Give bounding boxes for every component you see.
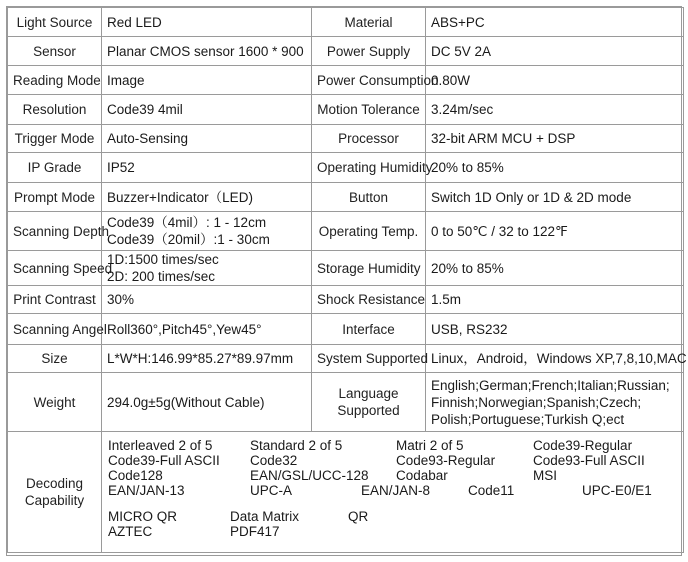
spec-row — [8, 251, 684, 286]
decoding-label — [8, 432, 102, 553]
spec-label — [8, 212, 110, 251]
symbology-item: EAN/JAN-13 — [108, 483, 185, 498]
symbology-item: Codabar — [396, 468, 448, 483]
spec-label-text: Size — [41, 351, 68, 366]
symbology-item: UPC-A — [250, 483, 293, 498]
spec-label-text: Language — [338, 386, 399, 401]
spec-value-line: 20% to 85% — [431, 160, 504, 175]
spec-row — [8, 286, 684, 314]
spec-label — [8, 286, 102, 314]
spec-label — [312, 212, 426, 251]
spec-value-line: Auto-Sensing — [107, 131, 189, 146]
symbology-item: MSI — [533, 468, 558, 483]
spec-label — [312, 153, 433, 183]
symbology-item: Data Matrix — [230, 509, 300, 524]
spec-value-line: Planar CMOS sensor 1600 * 900 — [107, 43, 304, 59]
spec-label-text: System Supported — [317, 351, 429, 366]
decoding-row — [8, 432, 684, 553]
spec-label-text: Processor — [338, 131, 399, 146]
spec-value-line: 32-bit ARM MCU + DSP — [431, 131, 576, 146]
spec-label — [8, 37, 102, 66]
spec-value — [426, 153, 684, 183]
spec-value-line: 2D: 200 times/sec — [107, 269, 216, 284]
spec-label-text: Power Supply — [326, 43, 411, 59]
spec-label — [312, 286, 426, 314]
spec-value-line: 1.5m — [431, 292, 462, 307]
symbology-item: Code93-Regular — [396, 453, 496, 468]
spec-value — [102, 153, 312, 183]
spec-value — [102, 183, 312, 212]
spec-value — [102, 125, 312, 153]
spec-value-line: IP52 — [107, 160, 135, 175]
spec-label-text: Reading Mode — [13, 72, 101, 88]
spec-value-line: 1D:1500 times/sec — [107, 252, 219, 267]
spec-value — [426, 345, 687, 373]
spec-label-text: Scanning Depth — [13, 223, 110, 239]
spec-label — [8, 345, 102, 373]
symbology-item: Standard 2 of 5 — [250, 438, 343, 453]
spec-value — [102, 212, 312, 251]
spec-value — [102, 95, 312, 125]
symbology-item: Interleaved 2 of 5 — [108, 438, 213, 453]
spec-label-text: Supported — [337, 403, 400, 418]
symbology-item: Code128 — [108, 468, 163, 483]
spec-label — [312, 37, 426, 66]
spec-value-line: Code39 4mil — [107, 102, 183, 117]
spec-value-line: Image — [107, 72, 145, 88]
spec-label — [312, 345, 429, 373]
spec-label — [312, 251, 426, 286]
decoding-codes — [102, 432, 684, 553]
decoding-label-text: Capability — [24, 493, 85, 508]
spec-label-text: Motion Tolerance — [317, 102, 420, 117]
symbology-item: AZTEC — [108, 524, 153, 539]
spec-value-line: English;German;French;Italian;Russian; — [431, 377, 670, 393]
spec-value — [426, 212, 684, 251]
spec-value-line: Red LED — [107, 14, 162, 30]
spec-value — [102, 8, 312, 37]
spec-label — [312, 8, 426, 37]
spec-value — [426, 66, 684, 95]
spec-value-line: 294.0g±5g(Without Cable) — [107, 394, 265, 410]
symbology-item: Code93-Full ASCII — [533, 453, 645, 468]
symbology-item: PDF417 — [230, 524, 280, 539]
spec-label-text: Weight — [33, 394, 76, 410]
spec-label — [8, 373, 102, 432]
spec-value-line: Finnish;Norwegian;Spanish;Czech; — [431, 394, 642, 410]
spec-label-text: Operating Temp. — [318, 223, 419, 239]
symbology-item: Code11 — [468, 483, 515, 498]
spec-value — [426, 95, 684, 125]
spec-row — [8, 183, 684, 212]
spec-value-line: USB, RS232 — [431, 321, 508, 337]
spec-label-text: Sensor — [33, 43, 76, 59]
spec-label — [312, 66, 439, 95]
spec-label — [312, 314, 426, 345]
spec-value — [426, 183, 684, 212]
spec-value-line: Code39（20mil）:1 - 30cm — [107, 232, 270, 247]
spec-label-text: Operating Humidity — [317, 160, 433, 175]
spec-value-line: 0.80W — [431, 72, 471, 88]
spec-row — [8, 66, 684, 95]
spec-label — [312, 95, 426, 125]
spec-label-text: Button — [348, 189, 389, 205]
spec-row — [8, 95, 684, 125]
spec-label — [8, 125, 102, 153]
spec-row — [8, 345, 684, 373]
symbology-item: Matri 2 of 5 — [396, 438, 464, 453]
spec-label-text: Light Source — [16, 14, 93, 30]
spec-value — [102, 286, 312, 314]
spec-label-text: Power Consumption — [317, 72, 439, 88]
spec-label-text: Material — [344, 14, 393, 30]
spec-value-line: ABS+PC — [431, 14, 485, 30]
spec-value — [426, 251, 684, 286]
spec-label — [8, 8, 102, 37]
spec-value-line: Polish;Portuguese;Turkish Q;ect — [431, 411, 625, 427]
spec-value — [102, 345, 312, 373]
spec-label — [8, 95, 102, 125]
spec-label-text: Resolution — [22, 102, 87, 117]
spec-label-text: Scanning Angel — [13, 321, 107, 337]
spec-value-line: L*W*H:146.99*85.27*89.97mm — [107, 351, 294, 366]
spec-label-text: Interface — [342, 321, 395, 337]
spec-label — [8, 314, 107, 345]
spec-value-line: Buzzer+Indicator（LED) — [107, 189, 253, 205]
symbology-item: Code39-Full ASCII — [108, 453, 220, 468]
spec-label-text: IP Grade — [27, 160, 82, 175]
spec-row — [8, 314, 684, 345]
spec-sheet — [6, 6, 687, 556]
spec-table — [7, 7, 687, 553]
spec-label-text: Print Contrast — [13, 292, 96, 307]
spec-label-text: Prompt Mode — [13, 189, 96, 205]
spec-label — [8, 153, 102, 183]
spec-value — [426, 125, 684, 153]
spec-value-line: Roll360°,Pitch45°,Yew45° — [107, 321, 262, 337]
spec-value — [102, 251, 312, 286]
spec-label — [8, 66, 102, 95]
symbology-item: UPC-E0/E1 — [582, 483, 652, 498]
spec-label — [8, 183, 102, 212]
spec-value-line: 20% to 85% — [431, 260, 504, 276]
spec-value-line: Linux，Android，Windows XP,7,8,10,MAC — [431, 351, 687, 366]
symbology-item: EAN/GSL/UCC-128 — [250, 468, 369, 483]
spec-value — [102, 314, 312, 345]
symbology-item: QR — [348, 509, 369, 524]
symbology-item: MICRO QR — [108, 509, 177, 524]
spec-row — [8, 373, 684, 432]
spec-value — [426, 373, 684, 432]
spec-label — [312, 183, 426, 212]
spec-value — [426, 37, 684, 66]
spec-value-line: 3.24m/sec — [431, 102, 494, 117]
spec-value-line: 0 to 50℃ / 32 to 122℉ — [431, 223, 568, 239]
spec-row — [8, 8, 684, 37]
spec-value-line: DC 5V 2A — [431, 43, 492, 59]
spec-value-line: Code39（4mil）: 1 - 12cm — [107, 215, 267, 230]
spec-row — [8, 212, 684, 251]
spec-value — [426, 314, 684, 345]
spec-value — [102, 37, 312, 66]
symbology-item: Code39-Regular — [533, 438, 633, 453]
spec-value-line: 30% — [107, 292, 135, 307]
decoding-label-text: Decoding — [25, 476, 84, 491]
spec-value — [426, 8, 684, 37]
symbology-item: Code32 — [250, 453, 298, 468]
spec-label-text: Shock Resistance — [317, 292, 426, 307]
symbology-item: EAN/JAN-8 — [361, 483, 431, 498]
spec-label — [8, 251, 113, 286]
spec-label-text: Storage Humidity — [317, 260, 421, 276]
spec-row — [8, 153, 684, 183]
spec-label-text: Scanning Speed — [13, 260, 113, 276]
spec-row — [8, 125, 684, 153]
spec-value — [426, 286, 684, 314]
spec-value — [102, 373, 312, 432]
spec-label — [312, 373, 426, 432]
spec-label-text: Trigger Mode — [14, 131, 95, 146]
spec-row — [8, 37, 684, 66]
spec-label — [312, 125, 426, 153]
spec-value-line: Switch 1D Only or 1D & 2D mode — [431, 189, 632, 205]
spec-value — [102, 66, 312, 95]
